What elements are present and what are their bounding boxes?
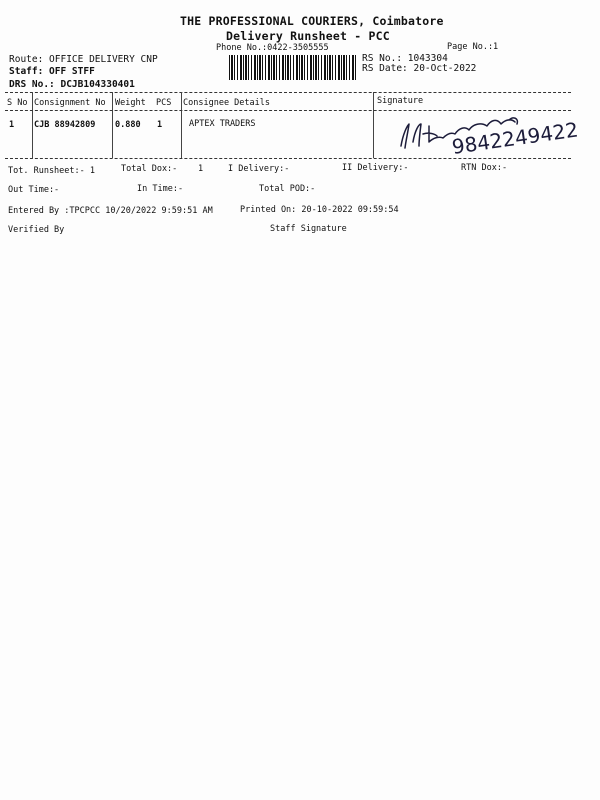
entered-by: Entered By :TPCPCC 10/20/2022 9:59:51 AM (8, 206, 213, 216)
header-signature: Signature (377, 96, 424, 106)
phone-number: Phone No.:0422-3505555 (216, 43, 329, 53)
row-consignment-no: CJB 88942809 (34, 120, 96, 130)
out-time: Out Time:- (8, 185, 60, 195)
header-sno: S No (7, 98, 28, 108)
total-dox-label: Total Dox:- (121, 164, 178, 174)
total-pod: Total POD:- (259, 184, 316, 194)
staff-signature: Staff Signature (270, 224, 347, 234)
staff-label: Staff: OFF STFF (9, 66, 95, 77)
company-title: THE PROFESSIONAL COURIERS, Coimbatore (180, 14, 444, 28)
row-sno: 1 (9, 120, 15, 130)
row-weight: 0.880 (115, 120, 141, 130)
header-consignee-details: Consignee Details (183, 98, 270, 108)
total-runsheet: Tot. Runsheet:- 1 (8, 166, 95, 176)
header-pcs: PCS (156, 98, 172, 108)
column-divider (32, 92, 33, 158)
barcode (229, 55, 357, 80)
table-top-rule (5, 92, 571, 93)
column-divider (112, 92, 113, 158)
row-consignee: APTEX TRADERS (189, 119, 256, 129)
verified-by: Verified By (8, 225, 65, 235)
printed-on: Printed On: 20-10-2022 09:59:54 (240, 205, 399, 215)
page-number: Page No.:1 (447, 42, 499, 52)
route-label: Route: OFFICE DELIVERY CNP (9, 54, 158, 65)
column-divider (373, 92, 374, 158)
handwritten-signature (395, 112, 590, 160)
handwritten-phone: 9842249422 (450, 117, 580, 159)
rs-number: RS No.: 1043304 (362, 53, 448, 64)
total-dox-value: 1 (198, 164, 204, 174)
column-divider (181, 92, 182, 158)
i-delivery: I Delivery:- (228, 164, 290, 174)
row-pcs: 1 (157, 120, 163, 130)
table-bottom-rule (5, 158, 571, 159)
rs-date: RS Date: 20-Oct-2022 (362, 63, 477, 74)
ii-delivery: II Delivery:- (342, 163, 409, 173)
document-title: Delivery Runsheet - PCC (226, 29, 390, 43)
in-time: In Time:- (137, 184, 184, 194)
table-header-rule (5, 110, 571, 111)
drs-number: DRS No.: DCJB104330401 (9, 79, 135, 90)
header-weight: Weight (115, 98, 146, 108)
header-consignment-no: Consignment No (34, 98, 106, 108)
rtn-dox: RTN Dox:- (461, 163, 508, 173)
